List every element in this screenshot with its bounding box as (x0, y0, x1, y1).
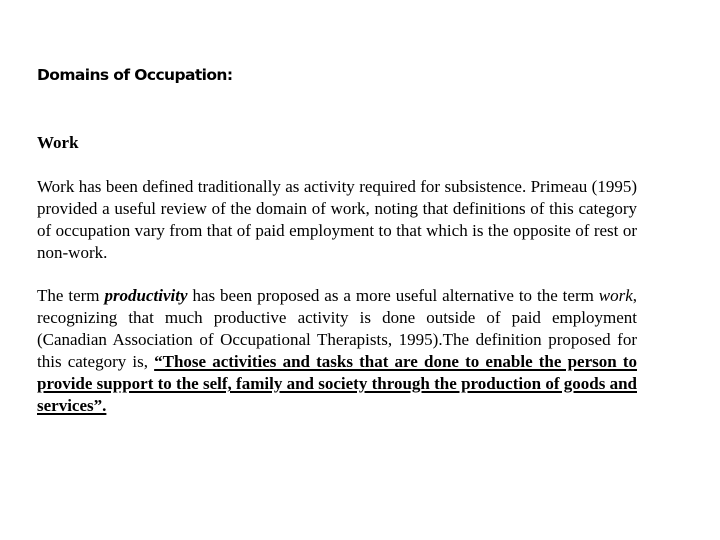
section-title: Work (37, 133, 79, 152)
italic-term-work: work (598, 286, 633, 305)
emphasis-term-productivity: productivity (104, 286, 188, 305)
paragraph-text: , recognizing that much productive activity is done outside of paid employment (Canadian Association of Occupational Therapists, 1995).The definition proposed for this category is, (37, 286, 637, 371)
page-heading: Domains of Occupation: (37, 66, 233, 84)
quoted-definition: “Those activities and tasks that are done to enable the person to provide support to the self, family and society through the production of goods and services”. (37, 352, 638, 415)
paragraph-text: has been proposed as a more useful alternative to the term (187, 286, 599, 305)
paragraph-work-definition: Work has been defined traditionally as activity required for subsistence. Primeau (1995) provided a useful review of the domain of work, noting that definitions of this category of occupation vary from that of paid employment to that which is the opposite of rest or non-work. (37, 177, 637, 262)
paragraph-text: The term (37, 286, 105, 305)
paragraph-productivity (37, 285, 637, 417)
